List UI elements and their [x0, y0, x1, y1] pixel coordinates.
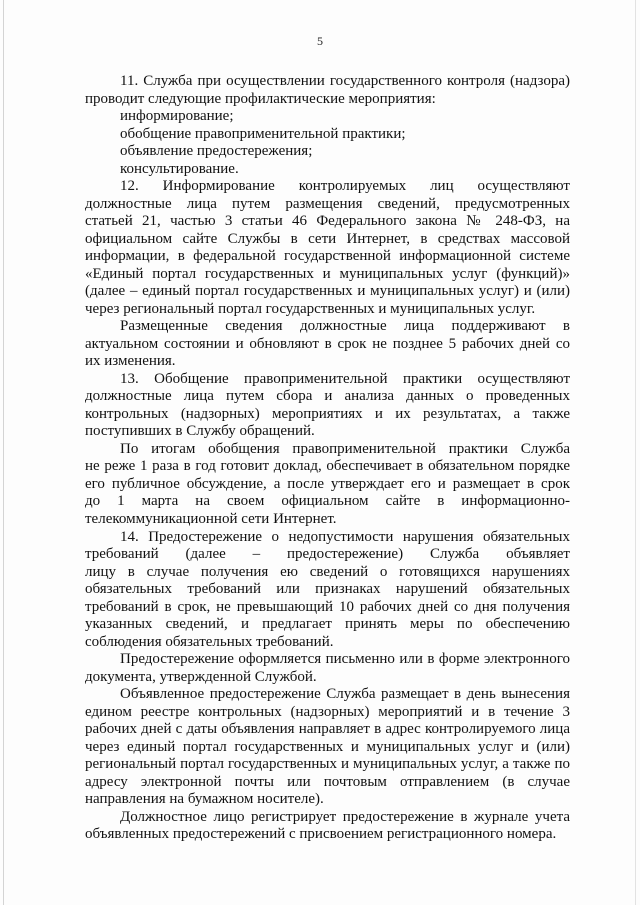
text-line: через региональный портал государственных и муниципальных услуг. [85, 300, 536, 317]
text-line: требований (далее – предостережение) Служба объявляет [85, 546, 570, 563]
text-line: документа, утвержденной Службой. [85, 668, 317, 685]
text-line: адресу электронной почты или почтовым отправлением (в случае [85, 773, 570, 790]
text-line: не реже 1 раза в год готовит доклад, обеспечивает в обязательном порядке [85, 458, 570, 475]
text-line: соблюдения обязательных требований. [85, 633, 334, 650]
text-line: его публичное обсуждение, а после утверждает его и размещает в срок [85, 475, 570, 492]
text-line: Предостережение оформляется письменно или в форме электронного [120, 651, 570, 668]
text-line: (далее – единый портал государственных и муниципальных услуг) и (или) [85, 283, 570, 300]
text-line: актуальном состоянии и обновляют в срок не позднее 5 рабочих дней со [85, 335, 570, 352]
text-line: телекоммуникационной сети Интернет. [85, 511, 337, 527]
text-line: направления на бумажном носителе). [85, 791, 324, 808]
text-line: 13. Обобщение правоприменительной практики осуществляют [120, 370, 570, 387]
text-line: 11. Служба при осуществлении государственного контроля (надзора) [120, 73, 570, 89]
text-line: консультирование. [120, 160, 239, 177]
text-line: их изменения. [85, 353, 176, 370]
text-line: Должностное лицо регистрирует предостережение в журнале учета [120, 808, 570, 825]
text-line: 12. Информирование контролируемых лиц осуществляют [120, 178, 570, 195]
page-number: 5 [317, 34, 323, 48]
text-line: объявление предостережения; [120, 143, 313, 160]
text-line: контрольных (надзорных) мероприятиях и их результатах, а также [85, 405, 570, 422]
text-line: до 1 марта на своем официальном сайте в информационно- [85, 493, 570, 510]
text-line: Размещенные сведения должностные лица поддерживают в [120, 318, 570, 335]
text-line: требований в срок, не превышающий 10 рабочих дней со дня получения [85, 598, 570, 615]
text-line: поступивших в Службу обращений. [85, 423, 315, 440]
text-line: должностные лица путем размещения сведений, предусмотренных [85, 195, 570, 212]
text-line: Объявленное предостережение Служба размещает в день вынесения [120, 686, 570, 703]
text-line: рабочих дней с даты объявления направляет в адрес контролируемого лица [85, 721, 570, 738]
text-line: информации, в федеральной государственной информационной системе [85, 248, 570, 265]
text-line: статьей 21, частью 3 статьи 46 Федерального закона № 248-ФЗ, на [85, 213, 570, 230]
scan-edge-right [635, 0, 636, 905]
text-line: обязательных требований или признаках нарушений обязательных [85, 581, 570, 598]
text-line: 14. Предостережение о недопустимости нарушения обязательных [120, 528, 570, 545]
text-line: проводит следующие профилактические мероприятия: [85, 90, 436, 107]
text-line: объявленных предостережений с присвоением регистрационного номера. [85, 826, 557, 843]
text-line: информирование; [120, 108, 234, 125]
text-line: официальном сайте Службы в сети Интернет, в средствах массовой [85, 230, 570, 247]
text-line: По итогам обобщения правоприменительной практики Служба [120, 440, 570, 457]
text-line: «Единый портал государственных и муниципальных услуг (функций)» [85, 265, 570, 282]
scan-edge-left [3, 0, 4, 905]
text-line: региональный портал государственных и муниципальных услуг, а также по [85, 756, 570, 773]
text-line: обобщение правоприменительной практики; [120, 125, 406, 142]
text-line: должностные лица путем сбора и анализа данных о проведенных [85, 388, 570, 405]
text-line: через единый портал государственных и муниципальных услуг и (или) [85, 738, 570, 755]
text-line: едином реестре контрольных (надзорных) мероприятий и в течение 3 [85, 703, 570, 720]
text-line: указанных сведений, и предлагает принять меры по обеспечению [85, 616, 570, 633]
text-line: лицу в случае получения ею сведений о готовящихся нарушениях [85, 563, 570, 580]
